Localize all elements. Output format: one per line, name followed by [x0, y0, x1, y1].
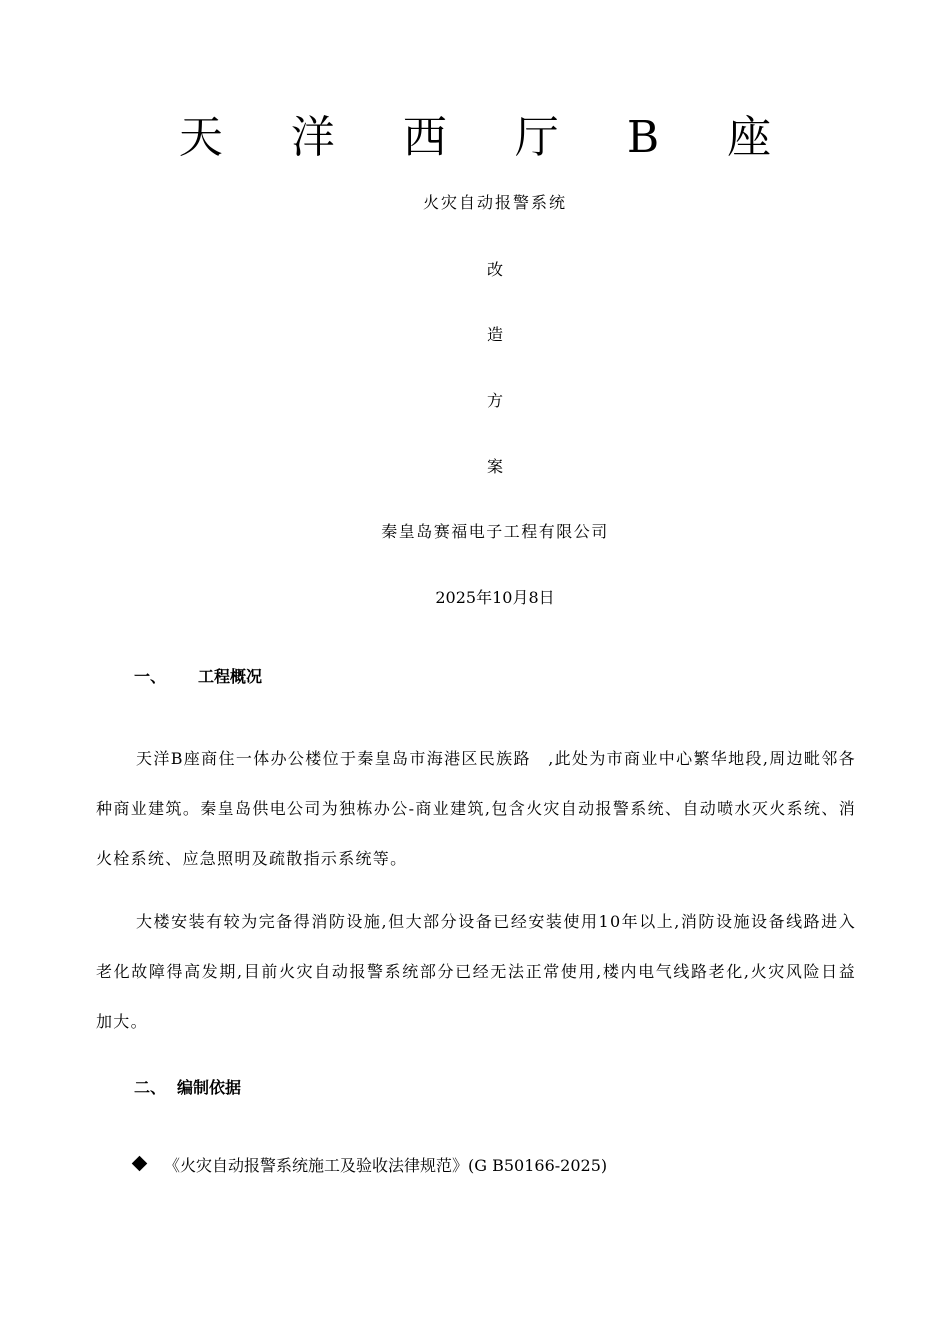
section-heading-basis — [134, 1076, 241, 1100]
title-char: 洋 — [290, 112, 335, 163]
section-number: 一、 — [134, 667, 167, 686]
title-char: 厅 — [514, 112, 559, 163]
overview-paragraph-2: 大楼安装有较为完备得消防设施,但大部分设备已经安装使用10年以上,消防设施设备线路进入老化故障得高发期,目前火灾自动报警系统部分已经无法正常使用,楼内电气线路老化,火灾风险日益加大。 — [96, 912, 856, 1031]
subtitle-word-1: 改 — [486, 260, 503, 279]
subtitle-word-2: 造 — [486, 325, 503, 344]
diamond-bullet-icon — [132, 1156, 148, 1172]
company-name: 秦皇岛赛福电子工程有限公司 — [381, 522, 609, 541]
subtitle-word-4: 案 — [486, 457, 503, 476]
section-title: 编制依据 — [177, 1078, 242, 1097]
section-title: 工程概况 — [198, 667, 263, 686]
document-subtitle: 火灾自动报警系统 — [422, 193, 567, 212]
title-char: 天 — [178, 112, 223, 163]
title-char: 西 — [402, 112, 447, 163]
title-char: B — [626, 112, 660, 163]
overview-paragraph-1: 天洋B座商住一体办公楼位于秦皇岛市海港区民族路 ,此处为市商业中心繁华地段,周边毗邻各种商业建筑。秦皇岛供电公司为独栋办公-商业建筑,包含火灾自动报警系统、自动喷水灭火系统、消火栓系统、应急照明及疏散指示系统等。 — [96, 749, 856, 868]
document-date: 2025年10月8日 — [435, 588, 555, 607]
section-heading-overview — [134, 665, 262, 689]
title-char: 座 — [727, 112, 772, 163]
document-title — [0, 108, 950, 168]
basis-list-item — [134, 1152, 607, 1180]
basis-item-text: 《火灾自动报警系统施工及验收法律规范》(G B50166-2025) — [164, 1156, 608, 1175]
section-number: 二、 — [134, 1078, 167, 1097]
subtitle-word-3: 方 — [486, 391, 503, 410]
